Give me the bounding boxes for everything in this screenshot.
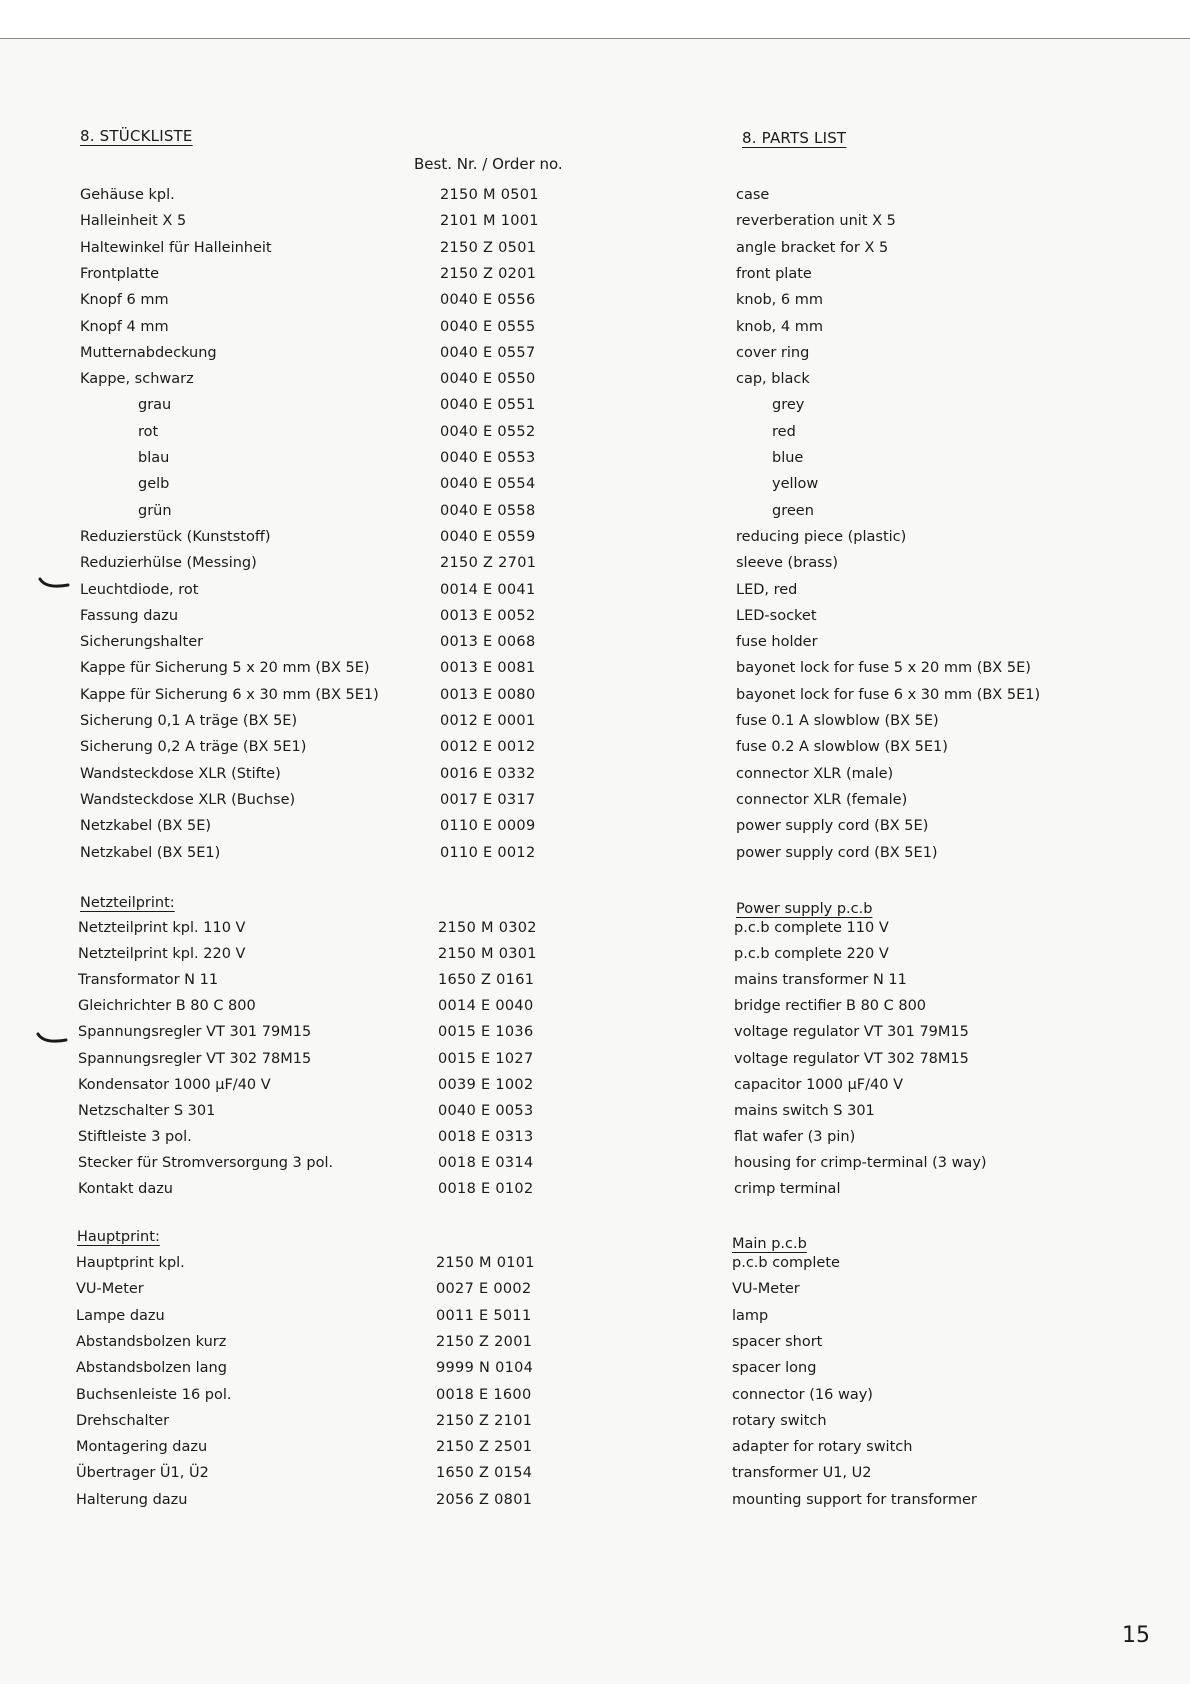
part-name-en: LED-socket [736,607,817,624]
part-row [0,739,1190,759]
part-name-en: flat wafer (3 pin) [734,1128,856,1145]
part-row [0,687,1190,707]
part-row [0,424,1190,444]
part-name-de: Sicherungshalter [80,634,204,651]
order-number: 2150 Z 2001 [436,1333,533,1350]
part-row [0,1024,1188,1044]
part-row [0,529,1190,549]
part-name-de: blau [138,450,170,466]
part-name-en: power supply cord (BX 5E) [736,818,929,835]
order-number: 2056 Z 0801 [436,1491,533,1508]
part-name-de: Stiftleiste 3 pol. [78,1128,192,1145]
part-name-de: Hauptprint kpl. [76,1255,185,1271]
part-name-en: bayonet lock for fuse 6 x 30 mm (BX 5E1) [736,686,1041,703]
part-row [0,998,1188,1018]
part-name-de: Netzteilprint kpl. 220 V [78,946,246,963]
order-number: 0014 E 0040 [438,998,534,1015]
part-row [0,582,1190,602]
part-name-en: front plate [736,265,812,282]
part-name-de: Übertrager Ü1, Ü2 [76,1465,209,1482]
document-page [0,38,1190,1684]
order-number: 1650 Z 0161 [438,972,535,989]
part-name-de: Buchsenleiste 16 pol. [76,1386,232,1403]
part-name-de: Abstandsbolzen lang [76,1360,227,1377]
part-name-de: Gleichrichter B 80 C 800 [78,998,256,1015]
part-row [0,845,1190,865]
part-row [0,1465,1186,1485]
part-name-en: bridge rectifier B 80 C 800 [734,998,927,1015]
order-number: 0040 E 0550 [440,371,536,388]
part-row [0,818,1190,838]
order-number: 0018 E 0102 [438,1181,534,1197]
part-name-en: mains switch S 301 [734,1102,875,1119]
part-row [0,634,1190,654]
part-row [0,1077,1188,1097]
part-name-de: Halleinheit X 5 [80,213,187,230]
order-number: 0018 E 0314 [438,1154,534,1171]
part-row [0,1129,1188,1149]
part-name-de: Netzteilprint kpl. 110 V [78,920,246,936]
part-row [0,946,1188,966]
part-name-en: LED, red [736,581,798,598]
part-row [0,1439,1186,1459]
part-name-en: fuse 0.1 A slowblow (BX 5E) [736,713,939,729]
order-number: 0040 E 0555 [440,318,536,335]
part-name-de: Fassung dazu [80,607,179,624]
part-name-de: Reduzierstück (Kunststoff) [80,528,271,545]
part-name-de: VU-Meter [76,1281,144,1298]
order-number: 9999 N 0104 [436,1360,534,1377]
part-row [0,187,1190,207]
part-row [0,503,1190,523]
part-name-en: angle bracket for X 5 [736,239,889,256]
order-number: 1650 Z 0154 [436,1465,533,1482]
order-number-header: Best. Nr. / Order no. [414,155,563,173]
part-row [0,1360,1186,1380]
part-name-de: Knopf 6 mm [80,292,169,309]
order-number: 0040 E 0553 [440,450,536,466]
part-name-de: Netzkabel (BX 5E) [80,818,212,835]
part-name-en: lamp [732,1307,769,1324]
part-row [0,240,1190,260]
part-name-en: reverberation unit X 5 [736,213,896,230]
part-name-en: yellow [772,476,819,493]
part-name-en: sleeve (brass) [736,555,839,572]
part-name-de: Lampe dazu [76,1307,165,1324]
part-row [0,1334,1186,1354]
part-name-de: gelb [138,476,170,493]
part-name-en: p.c.b complete [732,1255,840,1271]
part-row [0,555,1190,575]
part-row [0,266,1190,286]
part-name-de: Kondensator 1000 µF/40 V [78,1076,271,1093]
order-number: 0040 E 0551 [440,397,536,414]
part-row [0,792,1190,812]
order-number: 0016 E 0332 [440,765,536,782]
part-row [0,1387,1186,1407]
part-name-en: spacer short [732,1333,823,1350]
part-name-en: connector (16 way) [732,1386,873,1403]
order-number: 0039 E 1002 [438,1076,534,1093]
part-name-de: Halterung dazu [76,1491,188,1508]
order-number: 0110 E 0012 [440,844,536,861]
part-row [0,397,1190,417]
part-name-en: spacer long [732,1360,817,1377]
part-name-de: Spannungsregler VT 302 78M15 [78,1050,312,1067]
order-number: 2150 M 0302 [438,920,537,936]
part-name-en: bayonet lock for fuse 5 x 20 mm (BX 5E) [736,660,1031,677]
part-name-de: Leuchtdiode, rot [80,581,199,598]
part-name-de: Kappe, schwarz [80,371,194,388]
part-row [0,660,1190,680]
part-name-de: Sicherung 0,1 A träge (BX 5E) [80,713,298,729]
power-supply-section-title-en: Power supply p.c.b [736,901,873,917]
part-name-en: rotary switch [732,1412,827,1429]
order-number: 2150 M 0301 [438,946,537,963]
part-name-de: Wandsteckdose XLR (Stifte) [80,765,281,782]
order-number: 0040 E 0558 [440,502,536,519]
part-row [0,1308,1186,1328]
order-number: 0015 E 1036 [438,1024,534,1041]
order-number: 2150 Z 2101 [436,1412,533,1429]
part-name-de: grün [138,502,172,519]
part-row [0,345,1190,365]
part-name-en: red [772,423,796,440]
main-pcb-section-title-de: Hauptprint: [77,1229,160,1245]
part-row [0,1103,1188,1123]
power-supply-section-title-de: Netzteilprint: [80,895,175,911]
order-number: 0018 E 1600 [436,1386,532,1403]
order-number: 0012 E 0012 [440,739,536,756]
order-number: 0013 E 0081 [440,660,536,677]
order-number: 0040 E 0559 [440,528,536,545]
order-number: 2150 Z 2501 [436,1439,533,1456]
order-number: 2150 Z 2701 [440,555,537,572]
part-name-en: power supply cord (BX 5E1) [736,844,938,861]
part-name-en: case [736,187,770,203]
part-name-en: VU-Meter [732,1281,800,1298]
handwritten-check-mark [38,575,70,591]
order-number: 2150 Z 0201 [440,265,537,282]
part-name-en: green [772,502,814,519]
part-row [0,1051,1188,1071]
order-number: 0027 E 0002 [436,1281,532,1298]
part-name-en: p.c.b complete 220 V [734,946,889,963]
part-name-en: cover ring [736,344,810,361]
part-name-de: Kappe für Sicherung 5 x 20 mm (BX 5E) [80,660,370,677]
part-name-en: crimp terminal [734,1181,841,1197]
part-name-en: mains transformer N 11 [734,972,907,989]
order-number: 0017 E 0317 [440,791,536,808]
order-number: 0040 E 0552 [440,423,536,440]
part-row [0,1492,1186,1512]
part-row [0,213,1190,233]
order-number: 2150 Z 0501 [440,239,537,256]
part-name-de: Haltewinkel für Halleinheit [80,239,272,256]
part-row [0,1155,1188,1175]
part-name-de: Netzschalter S 301 [78,1102,216,1119]
order-number: 0018 E 0313 [438,1128,534,1145]
part-name-de: Drehschalter [76,1412,170,1429]
order-number: 0013 E 0068 [440,634,536,651]
part-row [0,292,1190,312]
part-row [0,319,1190,339]
part-name-en: knob, 4 mm [736,318,823,335]
part-name-en: blue [772,450,804,466]
order-number: 2150 M 0101 [436,1255,535,1271]
part-name-en: fuse holder [736,634,818,651]
part-name-de: Frontplatte [80,265,160,282]
order-number: 0011 E 5011 [436,1307,532,1324]
part-name-en: grey [772,397,805,414]
part-row [0,1255,1186,1275]
order-number: 0012 E 0001 [440,713,536,729]
part-row [0,450,1190,470]
part-name-en: mounting support for transformer [732,1491,977,1508]
part-name-de: Stecker für Stromversorgung 3 pol. [78,1154,334,1171]
part-name-en: adapter for rotary switch [732,1439,913,1456]
part-name-de: Sicherung 0,2 A träge (BX 5E1) [80,739,307,756]
part-row [0,476,1190,496]
en-title: 8. PARTS LIST [742,129,847,147]
part-name-en: voltage regulator VT 301 79M15 [734,1024,969,1041]
order-number: 0040 E 0556 [440,292,536,309]
part-name-en: transformer U1, U2 [732,1465,872,1482]
order-number: 0040 E 0053 [438,1102,534,1119]
part-name-de: Spannungsregler VT 301 79M15 [78,1024,312,1041]
part-name-en: capacitor 1000 µF/40 V [734,1076,904,1093]
handwritten-check-mark [36,1031,68,1047]
part-name-de: Knopf 4 mm [80,318,169,335]
order-number: 0014 E 0041 [440,581,536,598]
part-row [0,1413,1186,1433]
part-name-en: connector XLR (female) [736,791,908,808]
de-title: 8. STÜCKLISTE [80,127,193,145]
order-number: 2101 M 1001 [440,213,539,230]
part-name-de: Gehäuse kpl. [80,187,175,203]
part-row [0,1281,1186,1301]
part-row [0,766,1190,786]
part-name-de: Kappe für Sicherung 6 x 30 mm (BX 5E1) [80,686,379,703]
part-name-de: Transformator N 11 [78,972,219,989]
order-number: 0015 E 1027 [438,1050,534,1067]
order-number: 0040 E 0554 [440,476,536,493]
part-row [0,972,1188,992]
part-name-de: Reduzierhülse (Messing) [80,555,257,572]
order-number: 0013 E 0080 [440,686,536,703]
part-name-en: cap, black [736,371,810,388]
part-name-de: Mutternabdeckung [80,344,217,361]
page-number: 15 [1122,1623,1150,1648]
part-name-en: connector XLR (male) [736,765,894,782]
order-number: 0110 E 0009 [440,818,536,835]
part-name-de: rot [138,423,159,440]
part-name-en: p.c.b complete 110 V [734,920,889,936]
part-name-de: grau [138,397,172,414]
part-name-en: housing for crimp-terminal (3 way) [734,1154,987,1171]
part-row [0,608,1190,628]
part-name-de: Montagering dazu [76,1439,208,1456]
part-name-de: Wandsteckdose XLR (Buchse) [80,791,296,808]
main-pcb-section-title-en: Main p.c.b [732,1236,807,1252]
part-name-en: fuse 0.2 A slowblow (BX 5E1) [736,739,948,756]
part-name-de: Abstandsbolzen kurz [76,1333,227,1350]
part-row [0,920,1188,940]
part-name-en: reducing piece (plastic) [736,528,907,545]
order-number: 0040 E 0557 [440,344,536,361]
part-name-de: Kontakt dazu [78,1181,174,1197]
order-number: 2150 M 0501 [440,187,539,203]
part-name-en: voltage regulator VT 302 78M15 [734,1050,969,1067]
part-name-en: knob, 6 mm [736,292,823,309]
part-row [0,713,1190,733]
part-name-de: Netzkabel (BX 5E1) [80,844,221,861]
part-row [0,371,1190,391]
order-number: 0013 E 0052 [440,607,536,624]
part-row [0,1181,1188,1201]
